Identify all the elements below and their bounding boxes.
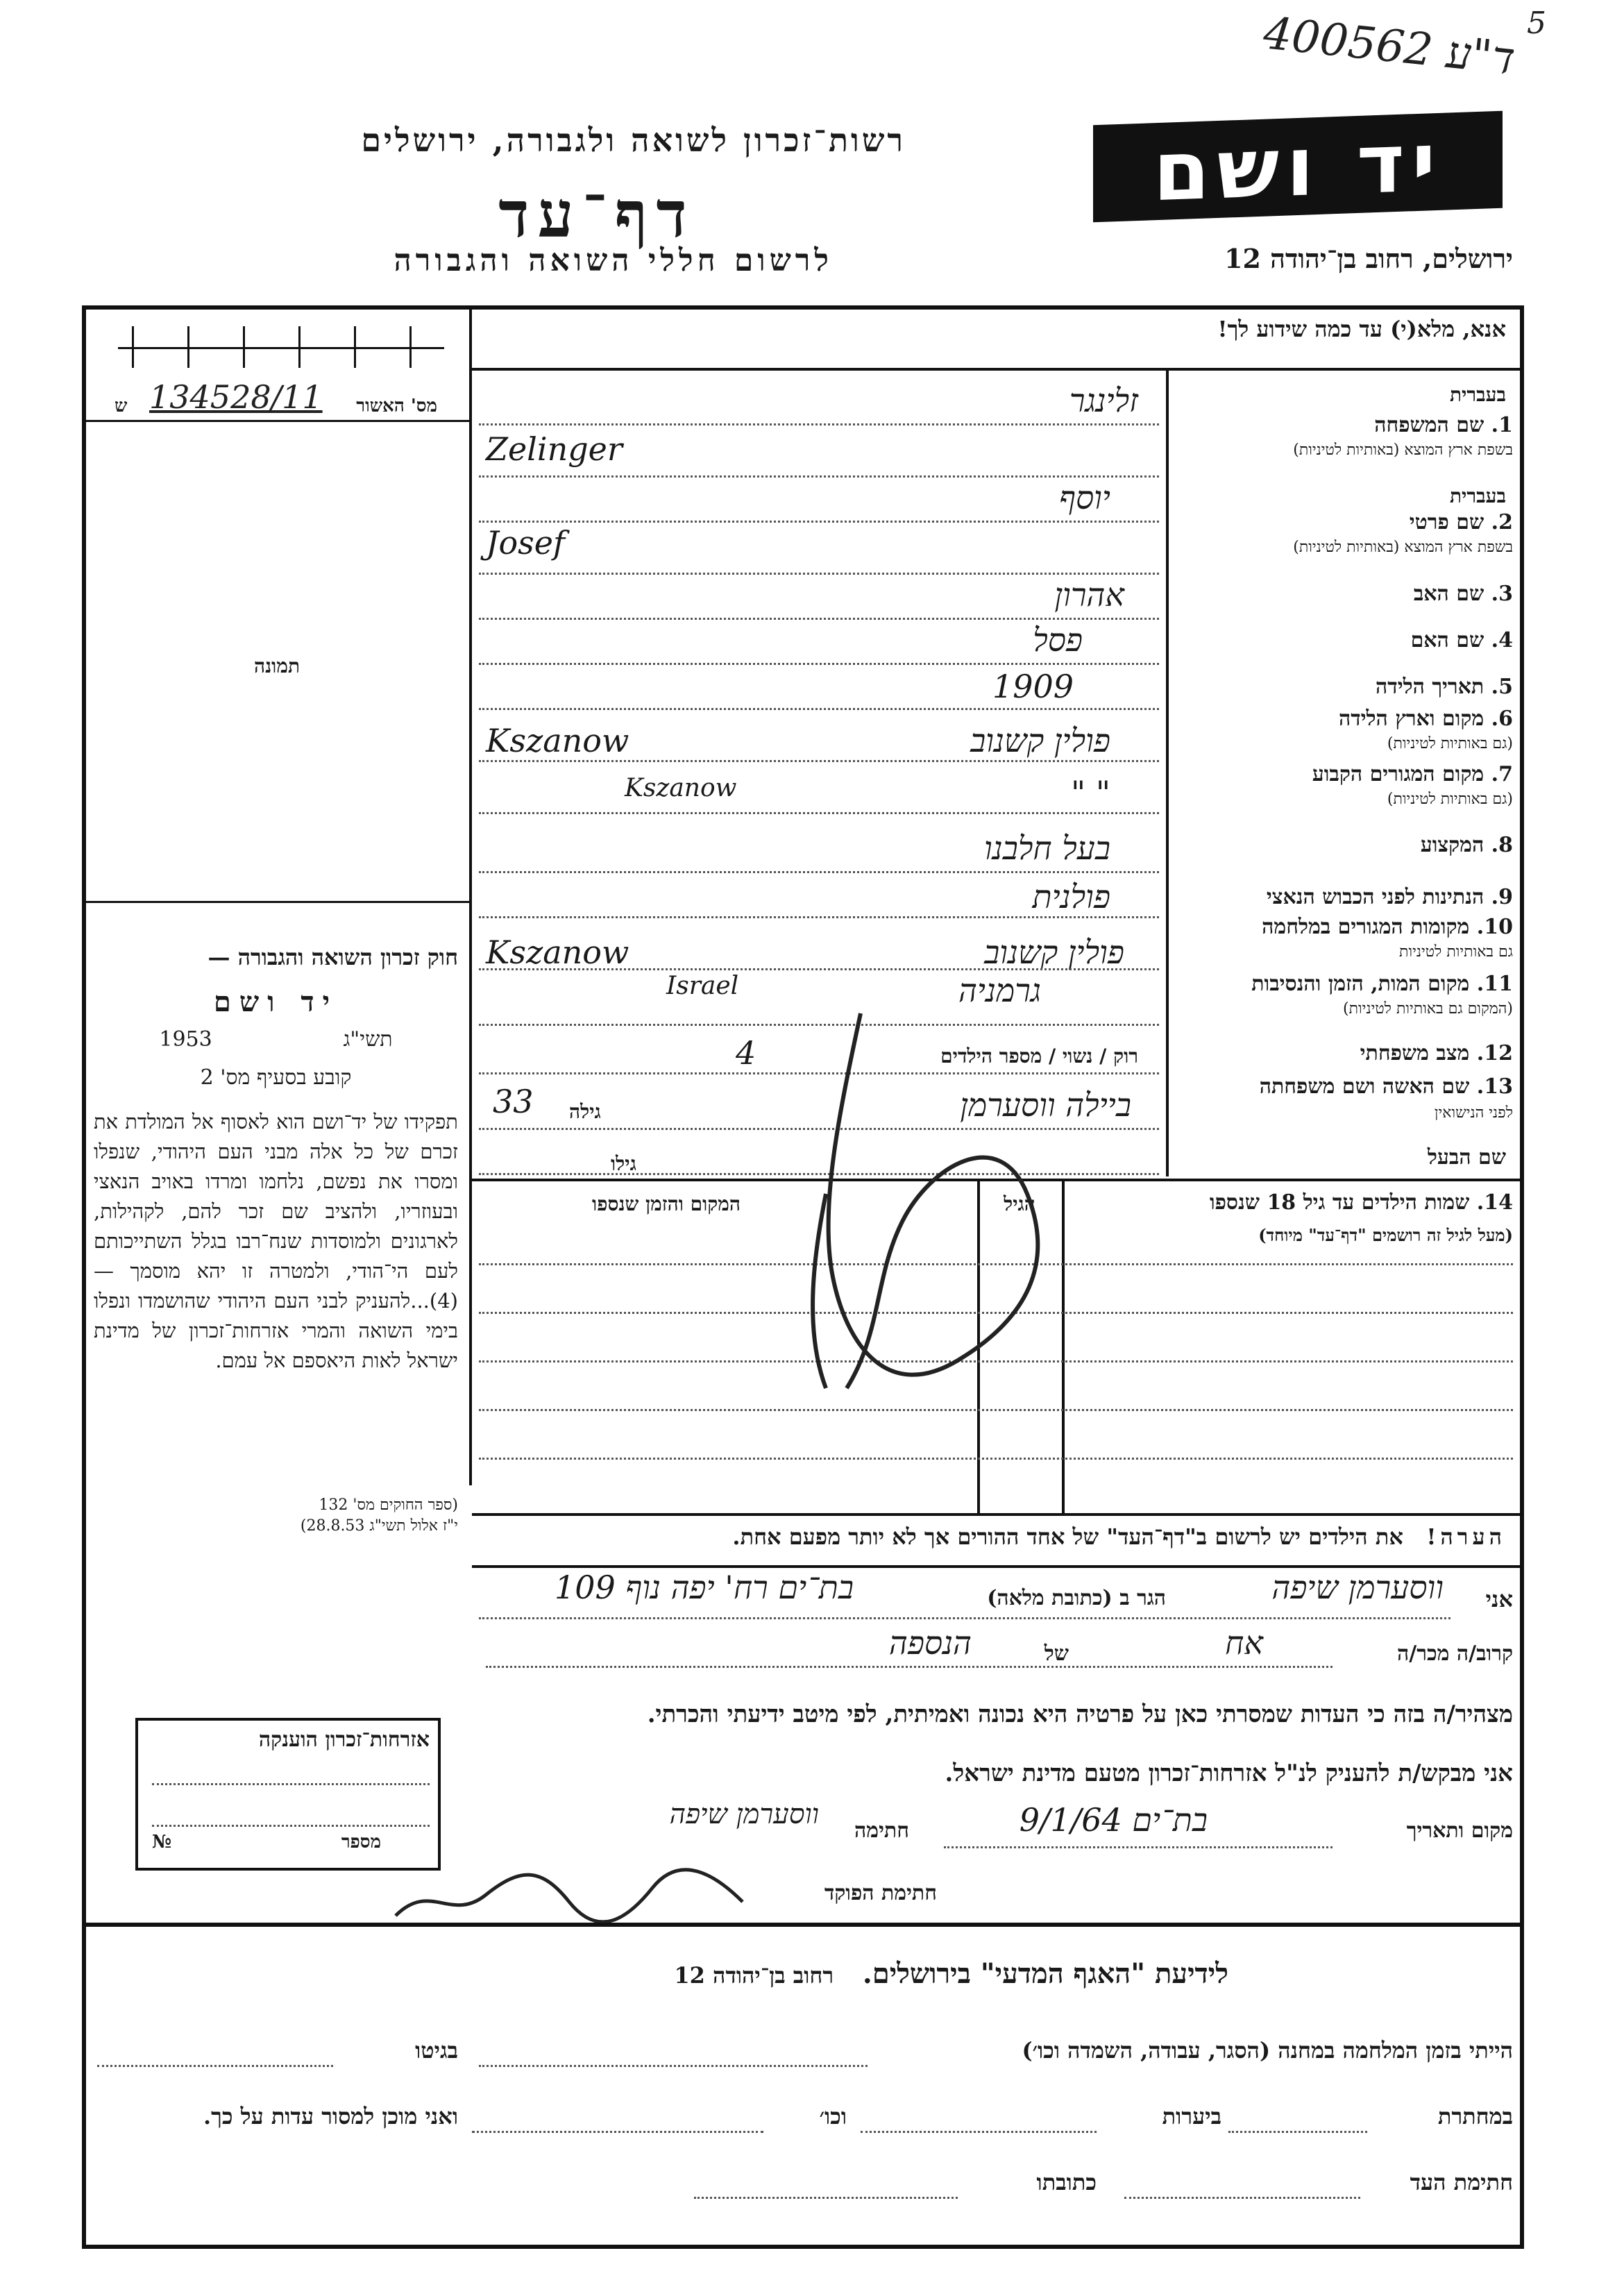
logo-text: יד ושם <box>1153 113 1443 220</box>
field-6-label-text: מקום וארץ הלידה <box>1338 707 1485 731</box>
field-1-value-he: זלינגר <box>1069 382 1138 419</box>
field-2-lang-tag: בעברית <box>1449 484 1506 507</box>
field-13-note: לפני הנישואין <box>1434 1104 1513 1122</box>
photo-area <box>85 420 469 903</box>
photo-label: תמונה <box>253 655 301 677</box>
children-col-place: המקום והזמן שנספו <box>592 1192 741 1215</box>
field-2-line-latin <box>479 573 1159 575</box>
field-10-line <box>479 968 1159 970</box>
declarant-of-label: של <box>1044 1642 1069 1666</box>
bottom-row2-line-2 <box>861 2131 1097 2133</box>
declarant-line-1 <box>479 1617 1450 1619</box>
field-11-label-text: מקום המות, הזמן והנסיבות <box>1251 972 1470 996</box>
field-13-label: 13. שם האשה ושם משפחתה <box>1259 1074 1513 1099</box>
field-8-value: בעל חלבנו <box>984 829 1110 867</box>
field-4-label: 4. שם האם <box>1410 628 1513 652</box>
law-source: (ספר החוקים מס' 132 <box>319 1496 458 1514</box>
citizenship-number-prefix: № <box>152 1832 172 1853</box>
field-8-line <box>479 871 1159 873</box>
field-2-value-latin: Josef <box>486 524 565 562</box>
citizenship-box <box>135 1718 441 1871</box>
bottom-row3-line-1 <box>1124 2197 1360 2199</box>
bottom-title: לידיעת "האגף המדעי" בירושלים. <box>862 1957 1228 1990</box>
declarant-relation-label: קרוב/ה מכר/ה <box>1397 1642 1513 1666</box>
field-11-value-latin: Israel <box>666 972 739 1000</box>
bottom-section-divider <box>85 1923 1523 1927</box>
field-12-label-text: מצב משפחתי <box>1360 1041 1470 1065</box>
field-5-label: 5. תאריך הלידה <box>1376 675 1513 699</box>
citizenship-title: אזרחות־זכרון הוענקה <box>258 1728 430 1752</box>
archive-number: 400562 ד"ע <box>1261 8 1518 85</box>
form-title: דף־עד <box>498 177 695 252</box>
logo-address: ירושלים, רחוב בן־יהודה 12 <box>1224 243 1513 274</box>
children-label-text: שמות הילדים עד גיל 18 שנספו <box>1209 1190 1470 1215</box>
children-col-age: הגיל <box>1004 1192 1035 1215</box>
form-subtitle: לרשום חללי השואה והגבורה <box>394 243 833 278</box>
field-6-value-he: פולין קשנוב <box>970 722 1110 759</box>
children-note: (מעל לגיל זה רושמים "דף־עד" מיוחד) <box>1258 1225 1513 1245</box>
note-bottom-divider <box>472 1565 1523 1568</box>
label-column-border <box>1166 368 1169 1176</box>
field-13-age-label: גילה <box>569 1100 601 1123</box>
field-7-label: 7. מקום המגורים הקבוע <box>1312 762 1513 786</box>
declarant-lives-label: הגר ב (כתובת מלאה) <box>987 1586 1166 1610</box>
bottom-row2-b: ביערות <box>1162 2103 1221 2129</box>
field-3-value: אהרון <box>1054 576 1124 614</box>
bottom-title-row <box>486 1957 1228 1990</box>
law-title: חוק זכרון השואה והגבורה — <box>208 944 458 970</box>
note-row <box>486 1524 1506 1550</box>
field-10-value-he: פולין קשנוב <box>984 934 1124 971</box>
authority-name: רשות־זכרון לשואה ולגבורה, ירושלים <box>361 121 906 159</box>
field-10-value-latin: Kszanow <box>486 934 629 971</box>
bottom-row3-a: חתימת העד <box>1410 2169 1513 2195</box>
declare-text: מצהיר/ה בזה כי העדות שמסרתי כאן על פרטיה היא נכונה ואמיתית, לפי מיטב ידיעתי והכרתי. <box>647 1701 1513 1728</box>
field-8-label: 8. המקצוע <box>1420 833 1513 857</box>
field-2-value-he: יוסף <box>1059 479 1110 516</box>
bottom-row1-line <box>479 2065 868 2067</box>
field-4-label-text: שם האם <box>1410 628 1485 652</box>
declarant-name: ווסערמן שיפה <box>1271 1569 1444 1606</box>
field-1-note: בשפת ארץ המוצא (באותיות לטיניות) <box>1293 441 1513 459</box>
field-12-options: רוק / נשוי / מספר הילדים <box>940 1045 1138 1068</box>
field-5-label-text: תאריך הלידה <box>1376 675 1485 699</box>
field-2-label: 2. שם פרטי <box>1409 510 1513 534</box>
yad-vashem-logo <box>1093 111 1503 223</box>
field-9-label-text: הנתינות לפני הכבוש הנאצי <box>1266 885 1485 909</box>
field-7-value-latin: Kszanow <box>625 774 737 802</box>
law-year-row <box>94 1027 458 1052</box>
handwritten-scribble <box>777 972 1124 1416</box>
place-date-label: מקום ותאריך <box>1406 1819 1513 1843</box>
field-2-label-text: שם פרטי <box>1409 510 1485 534</box>
intro-divider <box>472 368 1523 371</box>
field-2-note: בשפת ארץ המוצא (באותיות לטיניות) <box>1293 539 1513 556</box>
approval-number: 134528/11 <box>149 378 323 416</box>
field-7-line <box>479 812 1159 814</box>
field-2-line-he <box>479 521 1159 523</box>
bottom-row2-c: וכו׳ <box>819 2103 847 2129</box>
field-5-value: 1909 <box>992 668 1074 705</box>
declarant-i-label: אני <box>1485 1586 1513 1612</box>
field-1-lang-tag: בעברית <box>1449 383 1506 406</box>
field-9-label: 9. הנתינות לפני הכבוש הנאצי <box>1266 885 1513 909</box>
field-1-value-latin: Zelinger <box>486 430 623 468</box>
field-7-note: (גם באותיות לטיניות) <box>1387 791 1513 808</box>
field-12-label: 12. מצב משפחתי <box>1360 1041 1513 1065</box>
field-4-line <box>479 663 1159 665</box>
declarant-line-2 <box>486 1666 1333 1668</box>
approval-prefix: ש <box>115 396 128 416</box>
officer-signature-label: חתימת הפוקד <box>824 1881 937 1905</box>
field-3-line <box>479 618 1159 620</box>
bottom-row2-line-1 <box>1228 2131 1367 2133</box>
declarant-of-value: הנספה <box>888 1624 972 1662</box>
field-1-label: 1. שם המשפחה <box>1374 413 1513 437</box>
children-line-5 <box>479 1458 1513 1460</box>
law-clause: קובע בסעיף מס' 2 <box>200 1065 352 1090</box>
bottom-row2-a: במחתרת <box>1437 2103 1513 2129</box>
request-text: אני מבקש/ת להעניק לנ"ל אזרחות־זכרון מטעם מדינת ישראל. <box>945 1760 1513 1787</box>
field-13-age-value: 33 <box>493 1083 534 1120</box>
field-6-note: (גם באותיות לטיניות) <box>1387 735 1513 752</box>
signature-value: ווסערמן שיפה <box>669 1798 819 1830</box>
law-body: תפקידו של יד־ושם הוא לאסוף אל המולדת את זכרם של כל אלה מבני העם היהודי, שנפלו ומסרו את נפשם, נלחמו ומרדו באויב הנאצי ובעוזריו, ולהציב שם זכר להם, לקהילות, לארגונים ולמוסדות שנח־רבו בגלל השתייכותם לעם הי־הודי, ולמטרה זו יהא מוסמך — (4)...להעניק לבני העם היהודי שהושמדו ונפלו בימי השואה והמרי אזרחות־זכרון של מדינת ישראל לאות היאספם אל עמם. <box>94 1110 458 1372</box>
intro-text: אנא, מלא(י) עד כמה שידוע לך! <box>1217 316 1506 342</box>
bottom-row1-a: הייתי בזמן המלחמה במחנה (הסגר, עבודה, השמדה וכו׳) <box>1022 2037 1513 2064</box>
field-4-value: פסל <box>1033 621 1083 659</box>
bottom-row1-b: בגיטו <box>415 2037 458 2064</box>
approval-ticks <box>118 319 444 375</box>
field-10-note: גם באותיות לטיניות <box>1399 943 1513 961</box>
field-11-label: 11. מקום המות, הזמן והנסיבות <box>1251 972 1513 996</box>
note-text: את הילדים יש לרשום ב"דף־העד" של אחד ההורים אך לא יותר מפעם אחת. <box>732 1524 1403 1550</box>
field-13-value: ביילה ווסערמן <box>960 1086 1131 1124</box>
bottom-row3-line-2 <box>694 2197 958 2199</box>
field-12-value: 4 <box>736 1034 756 1072</box>
corner-mark: 5 <box>1527 6 1546 41</box>
bottom-address: רחוב בן־יהודה 12 <box>674 1962 834 1989</box>
children-label: 14. שמות הילדים עד גיל 18 שנספו <box>1209 1190 1513 1215</box>
field-husband-age-label: גילו <box>611 1152 636 1175</box>
field-7-value-he: " " <box>1071 774 1110 811</box>
place-date-value: בת־ים 9/1/64 <box>1019 1801 1208 1839</box>
field-10-label: 10. מקומות המגורים במלחמה <box>1262 915 1513 939</box>
signature-label: חתימה <box>854 1819 909 1843</box>
approval-label: מס' האשור <box>356 396 437 416</box>
field-1-line-latin <box>479 475 1159 478</box>
place-date-line <box>944 1846 1333 1848</box>
field-1-line-he <box>479 423 1159 425</box>
field-6-label: 6. מקום וארץ הלידה <box>1338 707 1513 731</box>
field-8-label-text: המקצוע <box>1420 833 1485 857</box>
field-9-value: פולנית <box>1032 878 1110 916</box>
law-source-date: י"ז אלול תשי"ג 28.8.53) <box>300 1517 458 1535</box>
law-logo: יד ושם <box>213 986 339 1018</box>
declarant-relation: אח <box>1225 1624 1263 1662</box>
field-11-value-he: גרמניה <box>958 972 1041 1009</box>
bottom-row2-line-3 <box>472 2131 763 2133</box>
citizenship-number-label: מספר <box>341 1832 381 1853</box>
law-year: 1953 <box>159 1027 212 1052</box>
field-1-label-text: שם המשפחה <box>1374 413 1485 437</box>
field-7-label-text: מקום המגורים הקבוע <box>1312 762 1485 786</box>
bottom-row3-b: כתובתו <box>1036 2169 1097 2195</box>
bottom-row1-line-2 <box>97 2065 333 2067</box>
field-3-label-text: שם האב <box>1413 582 1485 606</box>
bottom-row2-d: ואני מוכן למסור עדות על כך. <box>203 2103 458 2129</box>
law-year-he: תשי"ג <box>343 1027 393 1052</box>
field-13-label-text: שם האשה ושם משפחתה <box>1259 1074 1470 1099</box>
note-label: הערה! <box>1426 1524 1506 1550</box>
declarant-address: בת־ים רח' יפה נוף 109 <box>554 1569 854 1606</box>
field-10-label-text: מקומות המגורים במלחמה <box>1262 915 1470 939</box>
left-column-border <box>469 305 472 1485</box>
field-6-line <box>479 760 1159 762</box>
field-5-line <box>479 708 1159 710</box>
field-11-note: (המקום גם באותיות לטיניות) <box>1343 1000 1513 1018</box>
field-9-line <box>479 916 1159 918</box>
field-6-value-latin: Kszanow <box>486 722 629 759</box>
note-top-divider <box>472 1513 1523 1516</box>
field-husband-label: שם הבעל <box>1427 1145 1506 1170</box>
field-3-label: 3. שם האב <box>1413 582 1513 606</box>
